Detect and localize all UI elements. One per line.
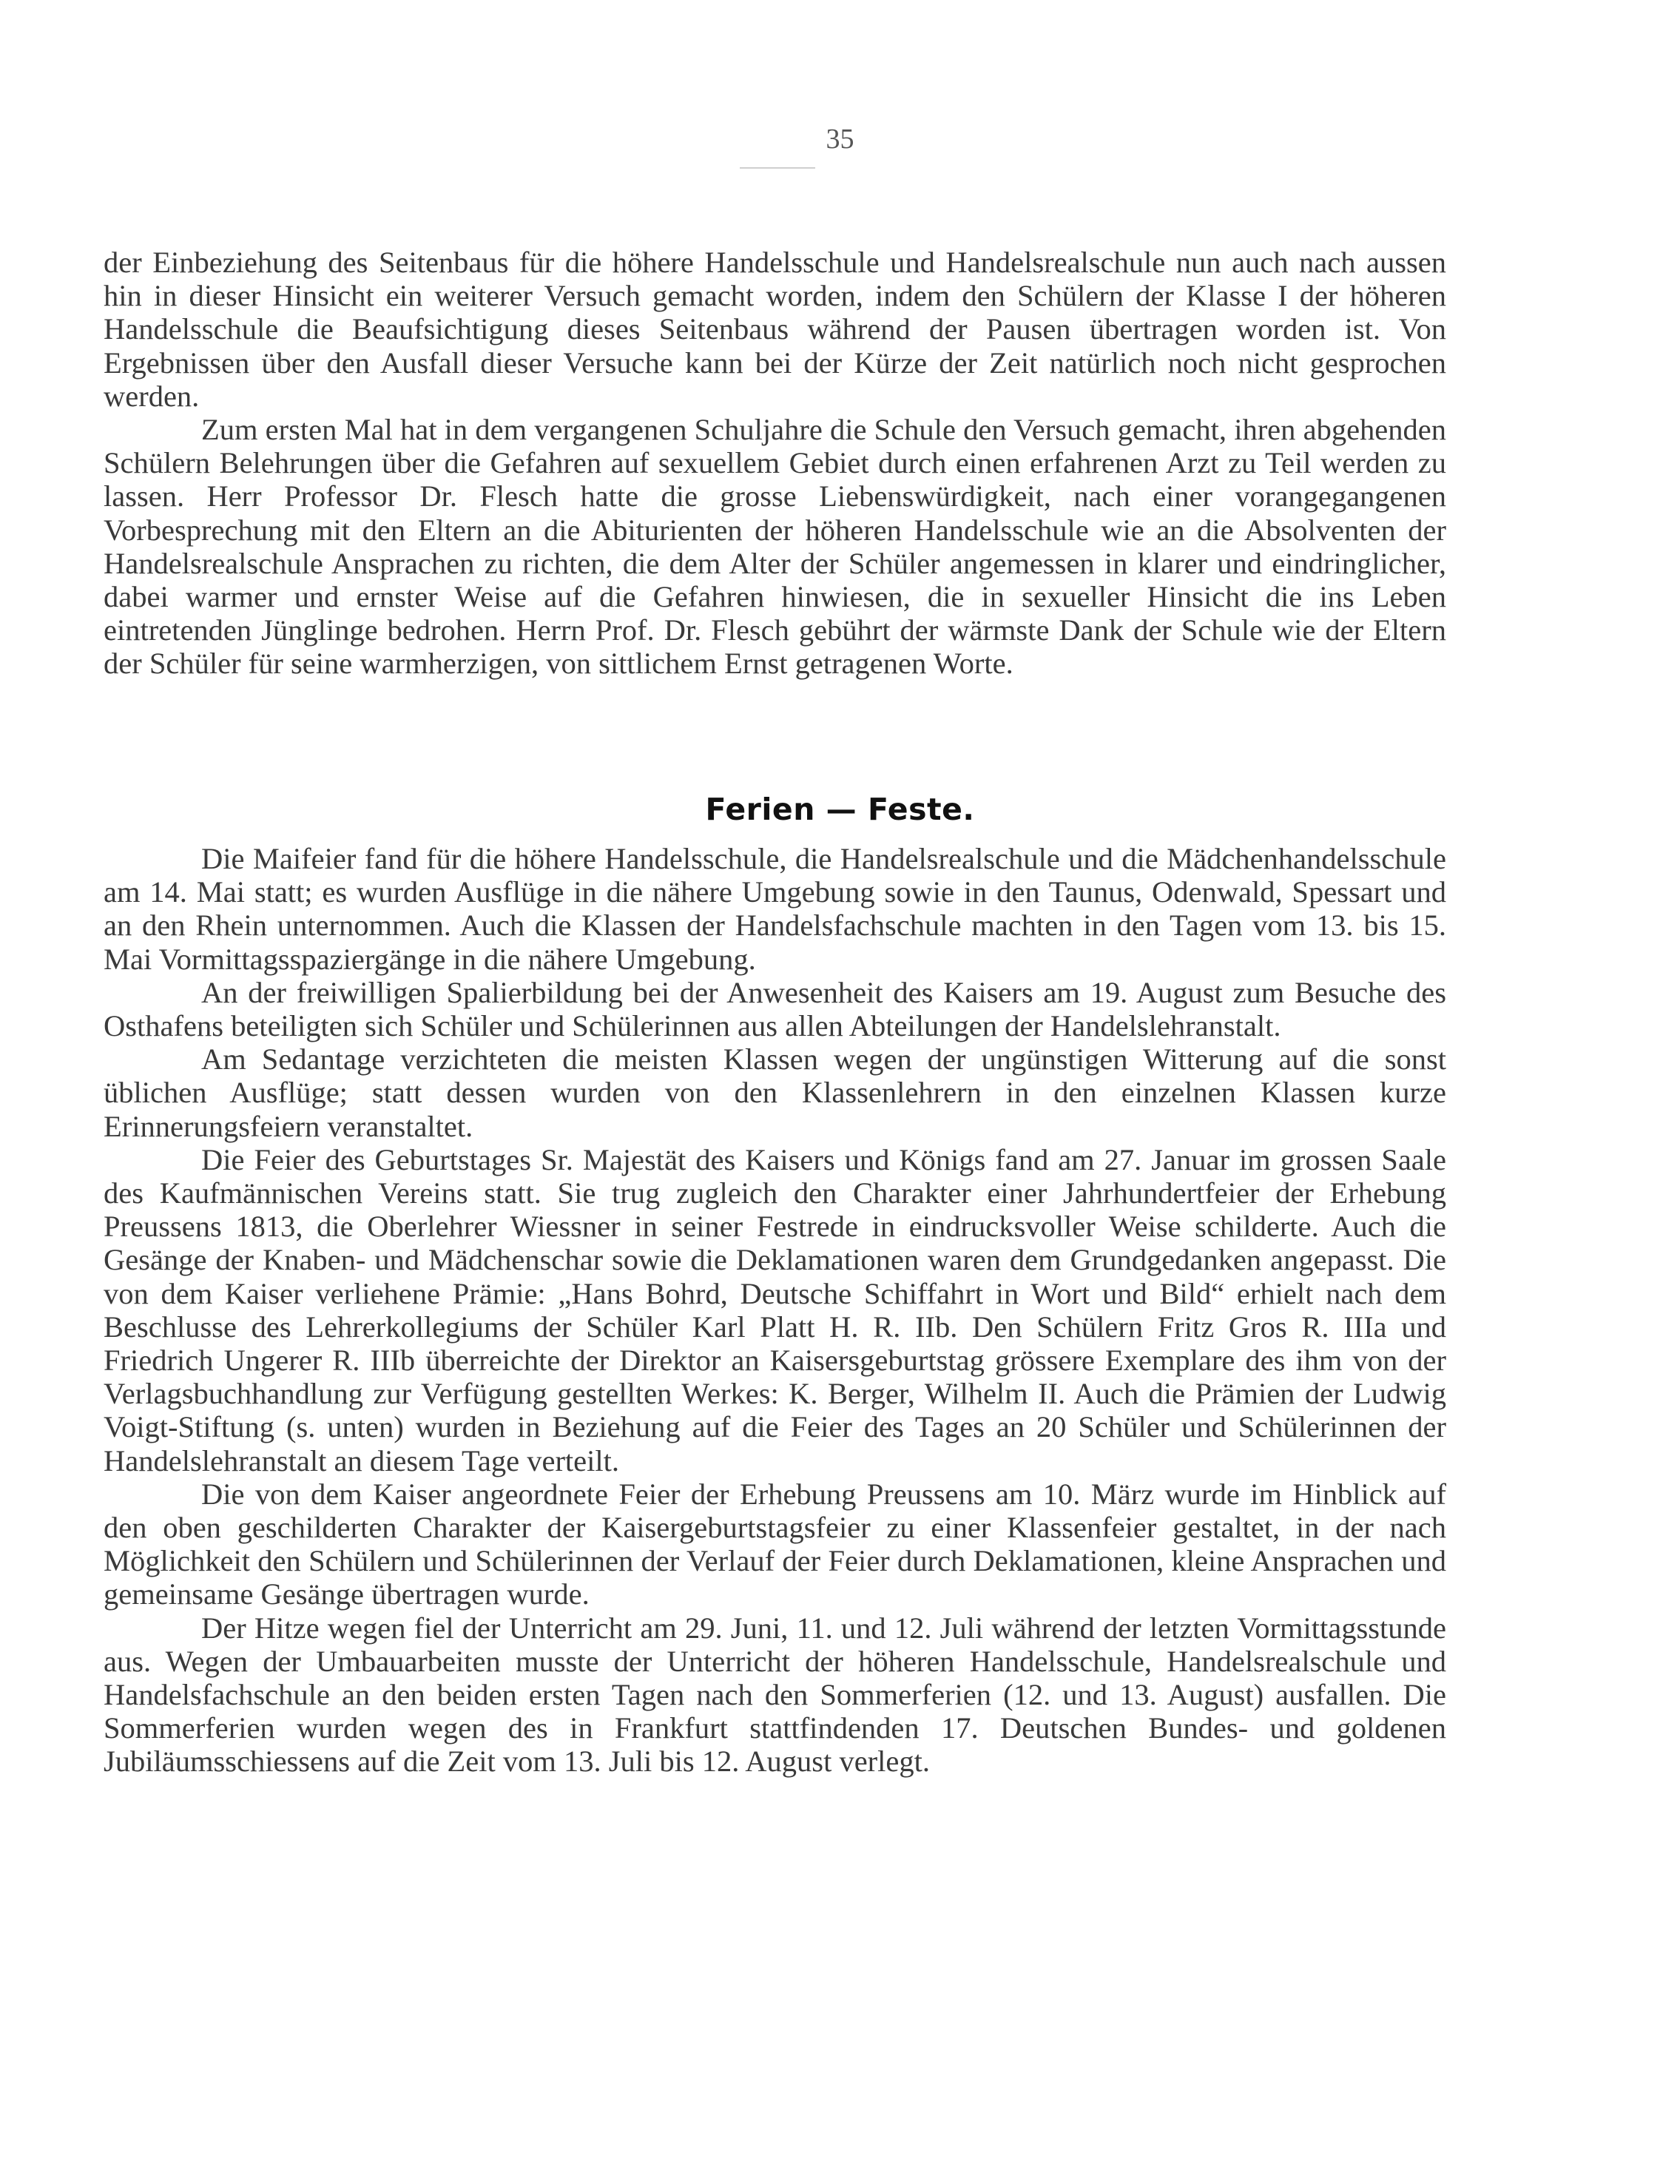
section-paragraph-3: Am Sedantage verzichteten die meisten Klassen wegen der ungünstigen Witterung auf die sonst üblichen Ausflüge; statt dessen wurden von den Klassenlehrern in den einzelnen Klassen kurze Erinnerungsfeiern veranstaltet.: [104, 1042, 1446, 1143]
section-paragraph-1: Die Maifeier fand für die höhere Handelsschule, die Handelsrealschule und die Mädchenhandelsschule am 14. Mai statt; es wurden Ausflüge in die nähere Umgebung sowie in den Taunus, Odenwald, Spessart und an den Rhein unternommen. Auch die Klassen der Handelsfachschule machten in den Tagen vom 13. bis 15. Mai Vormittagsspaziergänge in die nähere Umgebung.: [104, 842, 1446, 976]
page-number: 35: [826, 124, 854, 155]
page-number-rule: [740, 167, 815, 169]
section-paragraph-6: Der Hitze wegen fiel der Unterricht am 29. Juni, 11. und 12. Juli während der letzten Vormittagsstunde aus. Wegen der Umbauarbeiten musste der Unterricht der höheren Handelsschule, Handelsrealschule und Handelsfachschule an den beiden ersten Tagen nach den Sommerferien (12. und 13. August) ausfallen. Die Sommerferien wurden wegen des in Frankfurt stattfindenden 17. Deutschen Bundes- und goldenen Jubiläumsschiessens auf die Zeit vom 13. Juli bis 12. August verlegt.: [104, 1611, 1446, 1779]
section-heading: Ferien — Feste.: [705, 792, 975, 827]
section-paragraph-4: Die Feier des Geburtstages Sr. Majestät des Kaisers und Königs fand am 27. Januar im grossen Saale des Kaufmännischen Vereins statt. Sie trug zugleich den Charakter einer Jahrhundertfeier der Erhebung Preussens 1813, die Oberlehrer Wiessner in seiner Festrede in eindrucksvoller Weise schilderte. Auch die Gesänge der Knaben- und Mädchenschar sowie die Deklamationen waren dem Grundgedanken angepasst. Die von dem Kaiser verliehene Prämie: „Hans Bohrd, Deutsche Schiffahrt in Wort und Bild“ erhielt nach dem Beschlusse des Lehrerkollegiums der Schüler Karl Platt H. R. IIb. Den Schülern Fritz Gros R. IIIa und Friedrich Ungerer R. IIIb überreichte der Direktor an Kaisersgeburtstag grössere Exemplare des ihm von der Verlagsbuchhandlung zur Verfügung gestellten Werkes: K. Berger, Wilhelm II. Auch die Prämien der Ludwig Voigt-Stiftung (s. unten) wurden in Beziehung auf die Feier des Tages an 20 Schüler und Schülerinnen der Handelslehranstalt an diesem Tage verteilt.: [104, 1142, 1446, 1477]
section-paragraph-5: Die von dem Kaiser angeordnete Feier der Erhebung Preussens am 10. März wurde im Hinblick auf den oben geschilderten Charakter der Kaisergeburtstagsfeier zu einer Klassenfeier gestaltet, in der nach Möglichkeit den Schülern und Schülerinnen der Verlauf der Feier durch Deklamationen, kleine Ansprachen und gemeinsame Gesänge übertragen wurde.: [104, 1477, 1446, 1611]
section-text-block: [104, 842, 1446, 1779]
section-paragraph-2: An der freiwilligen Spalierbildung bei der Anwesenheit des Kaisers am 19. August zum Besuche des Osthafens beteiligten sich Schüler und Schülerinnen aus allen Abteilungen der Handelslehranstalt.: [104, 975, 1446, 1043]
intro-paragraph-2: Zum ersten Mal hat in dem vergangenen Schuljahre die Schule den Versuch gemacht, ihren abgehenden Schülern Belehrungen über die Gefahren auf sexuellem Gebiet durch einen erfahrenen Arzt zu Teil werden zu lassen. Herr Professor Dr. Flesch hatte die grosse Liebenswürdigkeit, nach einer vorangegangenen Vorbesprechung mit den Eltern an die Abiturienten der höheren Handelsschule wie an die Absolventen der Handelsrealschule Ansprachen zu richten, die dem Alter der Schüler angemessen in klarer und eindringlicher, dabei warmer und ernster Weise auf die Gefahren hinwiesen, die in sexueller Hinsicht die ins Leben eintretenden Jünglinge bedrohen. Herrn Prof. Dr. Flesch gebührt der wärmste Dank der Schule wie der Eltern der Schüler für seine warmherzigen, von sittlichem Ernst getragenen Worte.: [104, 413, 1446, 681]
intro-paragraph-1: der Einbeziehung des Seitenbaus für die höhere Handelsschule und Handelsrealschule nun auch nach aussen hin in dieser Hinsicht ein weiterer Versuch gemacht worden, indem den Schülern der Klasse I der höheren Handelsschule die Beaufsichtigung dieses Seitenbaus während der Pausen übertragen worden ist. Von Ergebnissen über den Ausfall dieser Versuche kann bei der Kürze der Zeit natürlich noch nicht gesprochen werden.: [104, 246, 1446, 413]
intro-text-block: [104, 246, 1446, 681]
